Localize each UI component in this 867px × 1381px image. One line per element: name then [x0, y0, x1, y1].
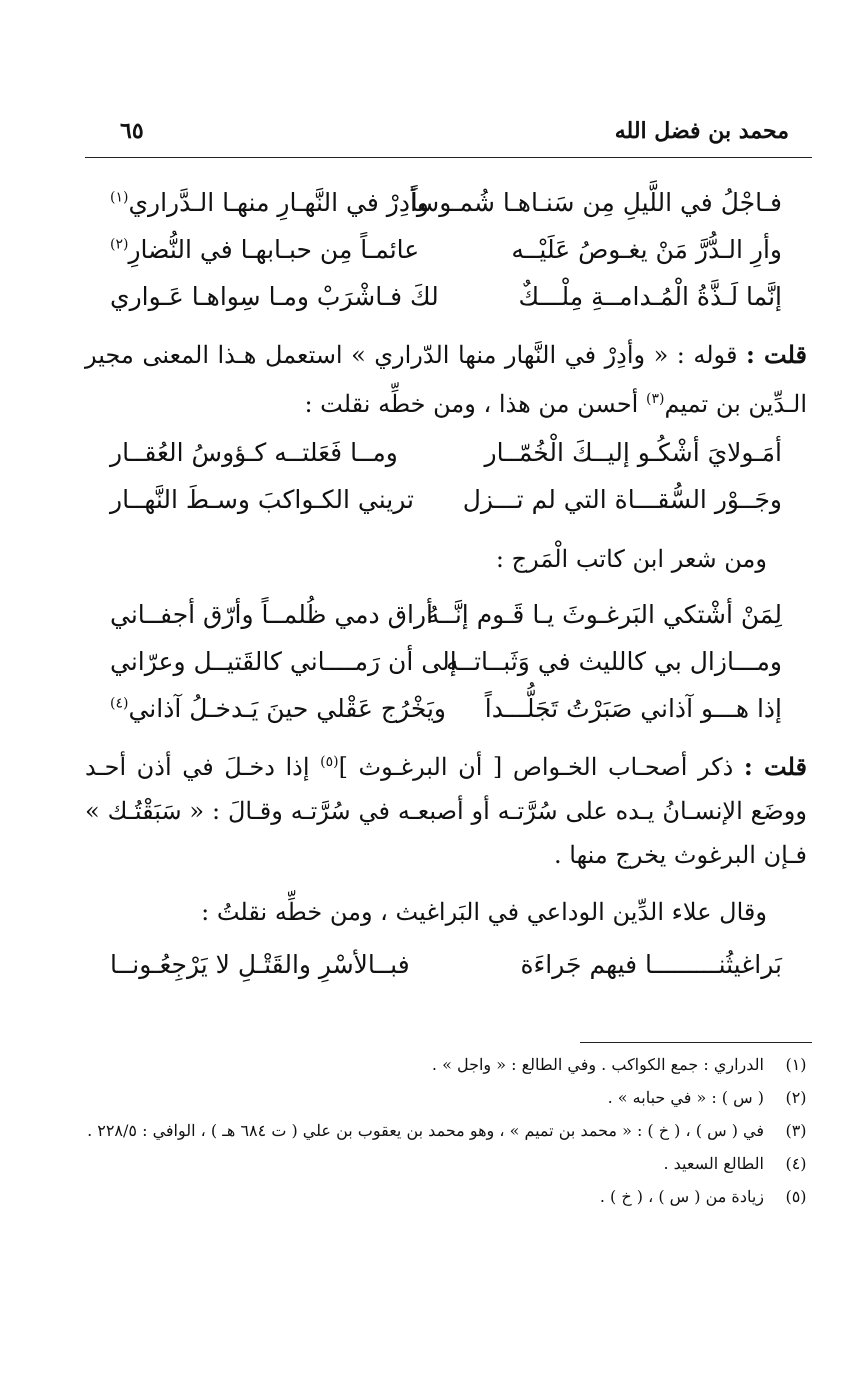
verse-hemistich-right: لِمَنْ أشْتكي البَرغـوثَ يـا قَـوم إنَّــهُ: [426, 600, 782, 629]
verse-line: [110, 600, 782, 647]
verse-hemistich-right: وأرِ الـدُّرَّ مَنْ يغـوصُ عَلَيْــه: [511, 235, 782, 264]
verse-line: [110, 647, 782, 694]
poem-3: [110, 600, 782, 741]
footnote-text: ( س ) : « في حبابه » .: [607, 1088, 764, 1107]
verse-hemistich-right: إنَّما لَـذَّةُ الْمُـدامــةِ مِلْـــكٌ: [518, 282, 782, 311]
footnote-ref: (٤): [110, 695, 129, 712]
verse-line: [110, 438, 782, 485]
footnote-ref: (٢): [110, 236, 129, 253]
poem-intro: ومن شعر ابن كاتب الْمَرج :: [495, 545, 767, 573]
header-author: محمد بن فضل الله: [614, 118, 789, 144]
footnote-number: (٢): [785, 1088, 807, 1107]
verse-hemistich-left: أراق دمي ظُلمــاً وأرّق أجفــاني: [110, 600, 433, 629]
footnote: [60, 1187, 812, 1220]
verse-line: [110, 950, 782, 997]
footnote-number: (٥): [785, 1187, 807, 1206]
footnote-number: (١): [785, 1055, 807, 1074]
footnote: [60, 1121, 812, 1154]
verse-line: [110, 188, 782, 235]
verse-hemistich-left: ومــا فَعَلتــه كـؤوسُ العُقــار: [110, 438, 398, 467]
paragraph-label: قلت :: [745, 340, 808, 369]
paragraph-label: قلت :: [743, 752, 808, 781]
verse-hemistich-right: وجَــوْر السُّقـــاة التي لم تـــزل: [462, 485, 782, 514]
footnote-text: زيادة من ( س ) ، ( خ ) .: [599, 1187, 764, 1206]
header-rule: [85, 157, 812, 158]
paragraph-text: ذكر أصحـاب الخـواص [ أن البرغـوث ]: [338, 753, 734, 781]
paragraph-text: قوله : « وأدِرْ في النَّهار منها الدّراري » استعمل هـذا المعنى مجير الـدِّين بن تميم: [85, 341, 807, 418]
verse-hemistich-left: فبــالأسْرِ والقَتْـلِ لا يَرْجِعُـونــا: [110, 950, 410, 979]
verse-line: [110, 694, 782, 741]
footnote-number: (٣): [785, 1121, 807, 1140]
footnote: [60, 1088, 812, 1121]
commentary-paragraph: [85, 333, 807, 426]
verse-hemistich-left: وأدِرْ في النَّهـارِ منهـا الـدَّراري$^{(١)}$: [110, 188, 429, 217]
footnote: [60, 1154, 812, 1187]
verse-line: [110, 282, 782, 329]
running-header: [120, 118, 789, 154]
footnote-ref: (١): [110, 189, 129, 206]
verse-hemistich-right: ومـــازال بي كالليث في وَثَبــاتــه: [446, 647, 782, 676]
footnote-number: (٤): [785, 1154, 807, 1173]
verse-hemistich-right: فـاجْلُ في اللَّيلِ مِن سَنـاهـا شُمـوساً: [410, 188, 782, 217]
footnote-text: الدراري : جمع الكواكب . وفي الطالع : « واجل » .: [431, 1055, 764, 1074]
footnote-rule: [580, 1042, 812, 1043]
paragraph-text: أحسن من هذا ، ومن خطِّه نقلت :: [304, 390, 639, 418]
footnote-ref: (٥): [320, 754, 339, 770]
verse-hemistich-left: عائمـاً مِن حبـابهـا في النُّضارِ$^{(٢)}$: [110, 235, 420, 264]
footnote-text: الطالع السعيد .: [663, 1154, 764, 1173]
verse-hemistich-right: أمَـولايَ أشْكُـو إليــكَ الْخُمّــار: [484, 438, 782, 467]
paragraph-text: إذا دخـلَ في أذن أحـد ووضَع الإنسـانُ يـده على سُرَّتـه أو أصبعـه في سُرَّتـه وقـالَ : « سَبَقْتُـك » فـإن البرغوث يخرج منها .: [85, 753, 807, 869]
commentary-paragraph: [85, 740, 807, 877]
poem-4: [110, 950, 782, 997]
page-number: ٦٥: [120, 118, 144, 144]
poem-1: [110, 188, 782, 329]
verse-hemistich-right: إذا هـــو آذاني صَبَرْتُ تَجَلُّـــداً: [484, 694, 782, 723]
verse-hemistich-left: ويَخْرُج عَقْلي حينَ يَـدخـلُ آذاني$^{(٤)}$: [110, 694, 446, 723]
verse-hemistich-left: إلى أن رَمــــاني كالقَتيــل وعرّاني: [110, 647, 457, 676]
verse-hemistich-left: لكَ فـاشْرَبْ ومـا سِواهـا عَـواري: [110, 282, 439, 311]
verse-line: [110, 235, 782, 282]
verse-hemistich-left: تريني الكـواكبَ وسـطَ النَّهــار: [110, 485, 414, 514]
verse-line: [110, 485, 782, 532]
poem-intro: وقال علاء الدِّين الوداعي في البَراغيث ، ومن خطِّه نقلتُ :: [201, 898, 767, 926]
footnotes: [60, 1055, 812, 1220]
verse-hemistich-right: بَراغيثُنـــــــــا فيهم جَراءَة: [520, 950, 782, 979]
poem-2: [110, 438, 782, 532]
footnote-text: في ( س ) ، ( خ ) : « محمد بن تميم » ، وهو محمد بن يعقوب بن علي ( ت ٦٨٤ هـ ) ، الوافي : ٢٢٨/٥ .: [87, 1121, 764, 1140]
footnote: [60, 1055, 812, 1088]
footnote-ref: (٣): [645, 391, 665, 407]
